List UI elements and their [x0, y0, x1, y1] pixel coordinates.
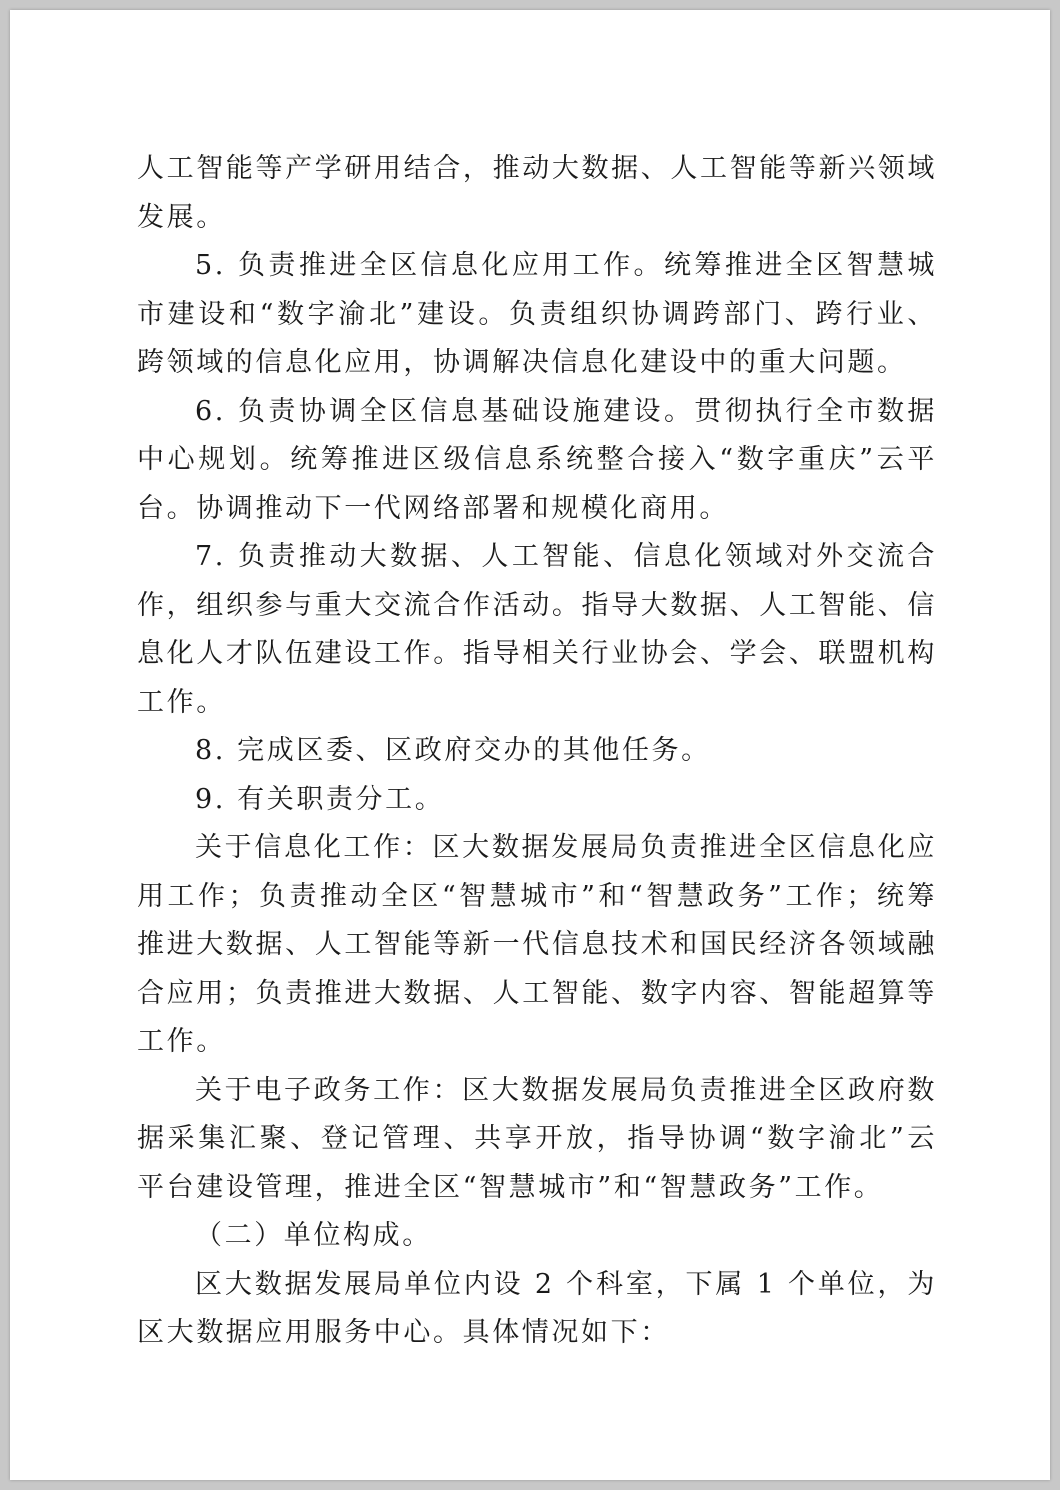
document-body	[137, 145, 937, 1358]
paragraph-item-8: 8. 完成区委、区政府交办的其他任务。	[195, 735, 711, 766]
paragraph-item-5: 5. 负责推进全区信息化应用工作。统筹推进全区智慧城市建设和“数字渝北”建设。负责组织协调跨部门、跨行业、跨领域的信息化应用，协调解决信息化建设中的重大问题。	[137, 250, 937, 378]
document-page	[10, 10, 1050, 1480]
paragraph-item-6: 6. 负责协调全区信息基础设施建设。贯彻执行全市数据中心规划。统筹推进区级信息系统整合接入“数字重庆”云平台。协调推动下一代网络部署和规模化商用。	[137, 395, 937, 524]
paragraph-item-9: 9. 有关职责分工。	[195, 783, 445, 815]
paragraph-e-government: 关于电子政务工作：区大数据发展局负责推进全区政府数据采集汇聚、登记管理、共享开放，指导协调“数字渝北”云平台建设管理，推进全区“智慧城市”和“智慧政务”工作。	[137, 1074, 937, 1203]
paragraph-item-7: 7. 负责推动大数据、人工智能、信息化领域对外交流合作，组织参与重大交流合作活动。指导大数据、人工智能、信息化人才队伍建设工作。指导相关行业协会、学会、联盟机构工作。	[137, 541, 937, 718]
paragraph-continuation: 人工智能等产学研用结合，推动大数据、人工智能等新兴领域发展。	[137, 153, 937, 233]
paragraph-unit-composition: 区大数据发展局单位内设 2 个科室，下属 1 个单位，为区大数据应用服务中心。具体情况如下：	[137, 1268, 937, 1348]
paragraph-informatization: 关于信息化工作：区大数据发展局负责推进全区信息化应用工作；负责推动全区“智慧城市”和“智慧政务”工作；统筹推进大数据、人工智能等新一代信息技术和国民经济各领域融合应用；负责推进大数据、人工智能、数字内容、智能超算等工作。	[137, 832, 937, 1057]
section-heading-unit-composition: （二）单位构成。	[195, 1220, 432, 1251]
